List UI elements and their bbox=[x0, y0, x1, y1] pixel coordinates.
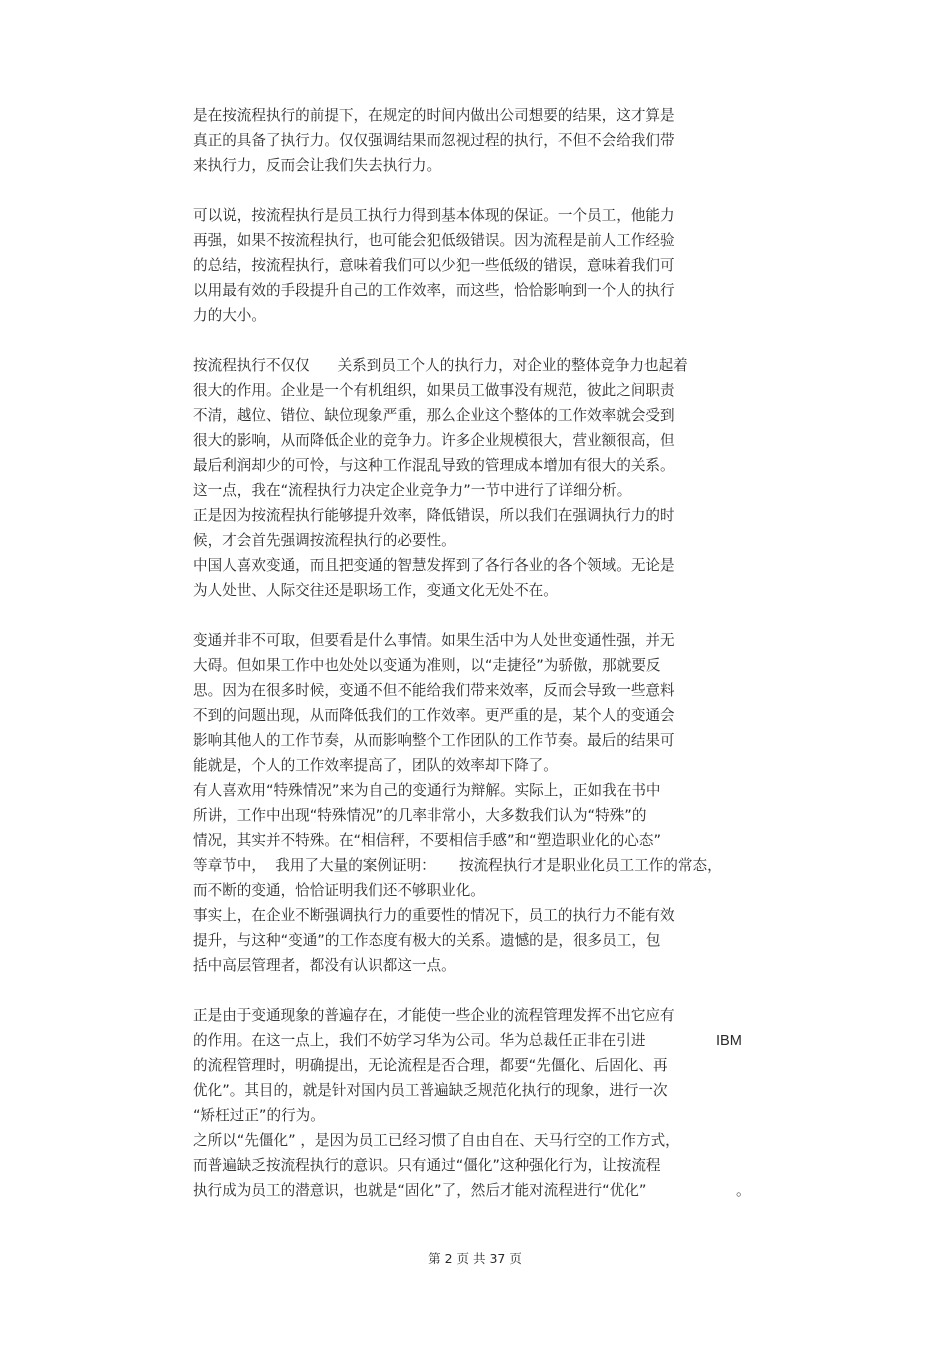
text-line: 很大的影响，从而降低企业的竞争力。许多企业规模很大，营业额很高，但 bbox=[193, 432, 675, 449]
text-line: 影响其他人的工作节奏，从而影响整个工作团队的工作节奏。最后的结果可 bbox=[193, 732, 675, 749]
text-line: 有人喜欢用“特殊情况”来为自己的变通行为辩解。实际上，正如我在书中 bbox=[193, 782, 661, 799]
text-line: 中国人喜欢变通，而且把变通的智慧发挥到了各行各业的各个领域。无论是 bbox=[193, 557, 675, 574]
text-line: 力的大小。 bbox=[193, 307, 266, 324]
text-line: 变通并非不可取，但要看是什么事情。如果生活中为人处世变通性强，并无 bbox=[193, 632, 675, 649]
text-line: 来执行力，反而会让我们失去执行力。 bbox=[193, 157, 442, 174]
text-line: 不到的问题出现，从而降低我们的工作效率。更严重的是，某个人的变通会 bbox=[193, 707, 675, 724]
text-line: 括中高层管理者，都没有认识都这一点。 bbox=[193, 957, 456, 974]
text-line: 而普遍缺乏按流程执行的意识。只有通过“僵化”这种强化行为，让按流程 bbox=[193, 1157, 661, 1174]
text-line: 的作用。在这一点上，我们不妨学习华为公司。华为总裁任正非在引进 bbox=[193, 1032, 646, 1049]
text-line: 能就是，个人的工作效率提高了，团队的效率却下降了。 bbox=[193, 757, 558, 774]
text-line: 的流程管理时，明确提出，无论流程是否合理，都要“先僵化、后固化、再 bbox=[193, 1057, 668, 1074]
text-line: 可以说，按流程执行是员工执行力得到基本体现的保证。一个员工，他能力 bbox=[193, 207, 675, 224]
text-line: 再强，如果不按流程执行，也可能会犯低级错误。因为流程是前人工作经验 bbox=[193, 232, 675, 249]
text-line: 为人处世、人际交往还是职场工作，变通文化无处不在。 bbox=[193, 582, 558, 599]
text-line: 情况，其实并不特殊。在“相信秤，不要相信手感”和“塑造职业化的心态” bbox=[193, 832, 662, 849]
text-line: 而不断的变通，恰恰证明我们还不够职业化。 bbox=[193, 882, 485, 899]
text-line: 不清，越位、错位、缺位现象严重，那么企业这个整体的工作效率就会受到 bbox=[193, 407, 675, 424]
text-line: 很大的作用。企业是一个有机组织，如果员工做事没有规范，彼此之间职责 bbox=[193, 382, 675, 399]
text-line: 正是因为按流程执行能够提升效率，降低错误，所以我们在强调执行力的时 bbox=[193, 507, 675, 524]
text-line: 真正的具备了执行力。仅仅强调结果而忽视过程的执行，不但不会给我们带 bbox=[193, 132, 675, 149]
text-line: 正是由于变通现象的普遍存在，才能使一些企业的流程管理发挥不出它应有 bbox=[193, 1007, 675, 1024]
text-line: 候，才会首先强调按流程执行的必要性。 bbox=[193, 532, 456, 549]
page-footer: 第 2 页 共 37 页 bbox=[428, 1251, 522, 1266]
ibm-label: IBM bbox=[716, 1033, 742, 1049]
text-line: 思。因为在很多时候，变通不但不能给我们带来效率，反而会导致一些意料 bbox=[193, 682, 675, 699]
text-line: 的总结，按流程执行，意味着我们可以少犯一些低级的错误，意味着我们可 bbox=[193, 257, 675, 274]
text-line: 所讲，工作中出现“特殊情况”的几率非常小，大多数我们认为“特殊”的 bbox=[193, 807, 647, 824]
trailing-period: 。 bbox=[736, 1183, 751, 1199]
text-line: 提升，与这种“变通”的工作态度有极大的关系。遗憾的是，很多员工，包 bbox=[193, 932, 661, 949]
text-line: 执行成为员工的潜意识，也就是“固化”了，然后才能对流程进行“优化” bbox=[193, 1182, 647, 1199]
text-line: 事实上，在企业不断强调执行力的重要性的情况下，员工的执行力不能有效 bbox=[193, 907, 675, 924]
text-line: 这一点，我在“流程执行力决定企业竞争力”一节中进行了详细分析。 bbox=[193, 482, 632, 499]
text-line: 大碍。但如果工作中也处处以变通为准则，以“走捷径”为骄傲，那就要反 bbox=[193, 657, 661, 674]
text-line: 以用最有效的手段提升自己的工作效率，而这些，恰恰影响到一个人的执行 bbox=[193, 282, 675, 299]
text-line: 最后利润却少的可怜，与这种工作混乱导致的管理成本增加有很大的关系。 bbox=[193, 457, 675, 474]
text-line: 优化”。其目的，就是针对国内员工普遍缺乏规范化执行的现象，进行一次 bbox=[193, 1082, 668, 1099]
text-line: “矫枉过正”的行为。 bbox=[193, 1107, 325, 1124]
text-line: 之所以“先僵化” ，是因为员工已经习惯了自由自在、天马行空的工作方式， bbox=[193, 1132, 680, 1149]
text-line: 按流程执行不仅仅 关系到员工个人的执行力，对企业的整体竞争力也起着 bbox=[193, 357, 688, 374]
text-line: 等章节中， 我用了大量的案例证明： 按流程执行才是职业化员工工作的常态， bbox=[193, 857, 722, 874]
text-line: 是在按流程执行的前提下，在规定的时间内做出公司想要的结果，这才算是 bbox=[193, 107, 675, 124]
